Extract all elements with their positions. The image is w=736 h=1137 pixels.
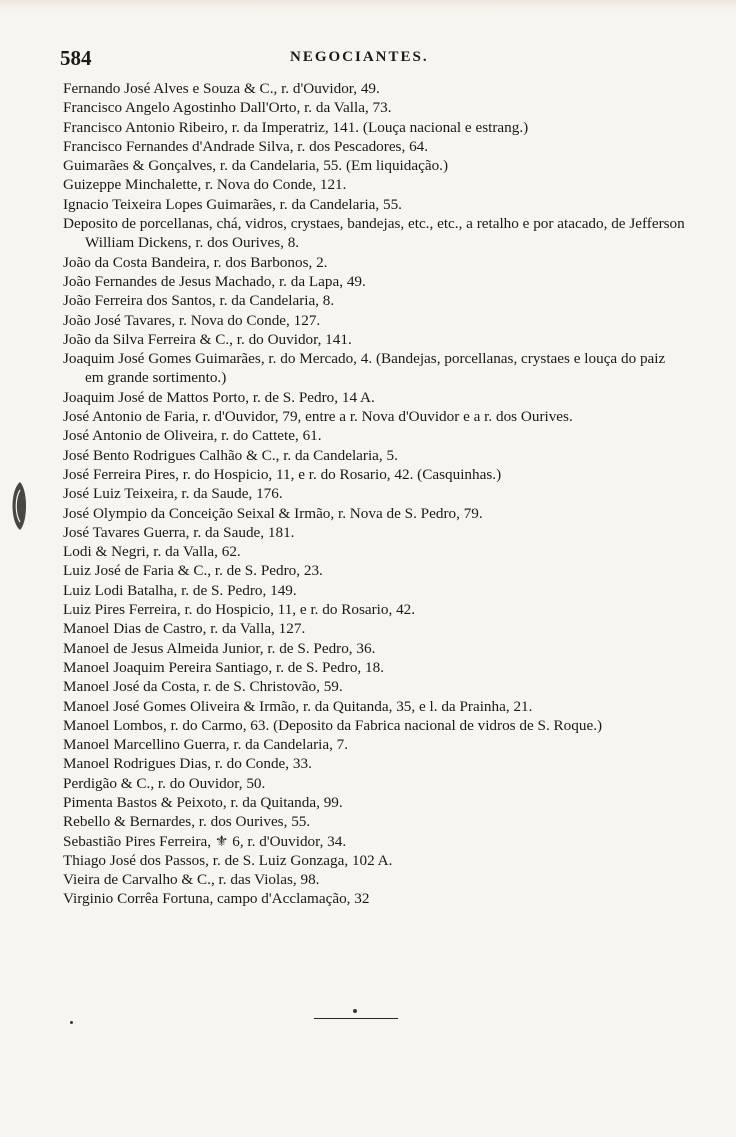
list-item: Guizeppe Minchalette, r. Nova do Conde, 121. [63, 176, 347, 194]
list-item: Manoel Dias de Castro, r. da Valla, 127. [63, 620, 306, 638]
page-number: 584 [60, 46, 92, 70]
list-item: José Antonio de Faria, r. d'Ouvidor, 79, entre a r. Nova d'Ouvidor e a r. dos Ourives. [63, 408, 573, 426]
list-item: José Bento Rodrigues Calhão & C., r. da Candelaria, 5. [63, 446, 398, 464]
list-item: Lodi & Negri, r. da Valla, 62. [63, 543, 241, 561]
list-item: José Luiz Teixeira, r. da Saude, 176. [63, 485, 283, 503]
page-header [60, 46, 690, 70]
list-item: Manoel Marcellino Guerra, r. da Candelaria, 7. [63, 736, 349, 754]
list-item: Francisco Angelo Agostinho Dall'Orto, r. da Valla, 73. [63, 99, 392, 117]
end-rule [314, 1018, 398, 1019]
list-item: Luiz José de Faria & C., r. de S. Pedro, 23. [63, 562, 323, 580]
list-item: Joaquim José de Mattos Porto, r. de S. Pedro, 14 A. [63, 388, 375, 406]
merchant-list [63, 79, 687, 909]
list-item: Manoel Rodrigues Dias, r. do Conde, 33. [63, 755, 312, 773]
list-item: Vieira de Carvalho & C., r. das Violas, 98. [63, 871, 320, 889]
divider-dot [353, 1009, 357, 1013]
list-item: Rebello & Bernardes, r. dos Ourives, 55. [63, 813, 311, 831]
list-item: Sebastião Pires Ferreira, ⚜ 6, r. d'Ouvidor, 34. [63, 832, 347, 850]
list-item: Manoel José Gomes Oliveira & Irmão, r. da Quitanda, 35, e l. da Prainha, 21. [63, 697, 533, 715]
list-item: Fernando José Alves e Souza & C., r. d'Ouvidor, 49. [63, 80, 380, 97]
list-item: João Ferreira dos Santos, r. da Candelaria, 8. [63, 292, 335, 310]
list-item: Perdigão & C., r. do Ouvidor, 50. [63, 774, 266, 792]
list-item: Ignacio Teixeira Lopes Guimarães, r. da Candelaria, 55. [63, 195, 402, 213]
list-item: Francisco Antonio Ribeiro, r. da Imperatriz, 141. (Louça nacional e estrang.) [63, 118, 529, 136]
list-item: José Ferreira Pires, r. do Hospicio, 11, e r. do Rosario, 42. (Casquinhas.) [63, 465, 502, 483]
list-item: Deposito de porcellanas, chá, vidros, crystaes, bandejas, etc., etc., a retalho e por atacado, de Jefferson William Dickens, r. dos Ourives, 8. [63, 215, 685, 252]
list-item: João Fernandes de Jesus Machado, r. da Lapa, 49. [63, 272, 366, 290]
ink-speck [70, 1021, 73, 1024]
list-item: Virginio Corrêa Fortuna, campo d'Acclamação, 32 [63, 890, 370, 908]
list-item: Luiz Lodi Batalha, r. de S. Pedro, 149. [63, 581, 297, 599]
list-item: Joaquim José Gomes Guimarães, r. do Mercado, 4. (Bandejas, porcellanas, crystaes e louça do paiz em grande sortimento.) [63, 350, 666, 387]
list-item: João da Costa Bandeira, r. dos Barbonos, 2. [63, 253, 328, 271]
list-item: Guimarães & Gonçalves, r. da Candelaria, 55. (Em liquidação.) [63, 157, 449, 175]
running-head: NEGOCIANTES. [290, 49, 429, 65]
binding-hole-mark [6, 480, 34, 532]
page-top-shadow [0, 0, 736, 10]
list-item: Pimenta Bastos & Peixoto, r. da Quitanda, 99. [63, 793, 343, 811]
list-item: João José Tavares, r. Nova do Conde, 127. [63, 311, 321, 329]
list-item: João da Silva Ferreira & C., r. do Ouvidor, 141. [63, 330, 352, 348]
list-item: Manoel Joaquim Pereira Santiago, r. de S. Pedro, 18. [63, 658, 384, 676]
list-item: José Tavares Guerra, r. da Saude, 181. [63, 523, 295, 541]
list-item: Manoel José da Costa, r. de S. Christovão, 59. [63, 678, 343, 696]
list-item: Manoel Lombos, r. do Carmo, 63. (Deposito da Fabrica nacional de vidros de S. Roque.) [63, 716, 603, 734]
list-item: José Olympio da Conceição Seixal & Irmão, r. Nova de S. Pedro, 79. [63, 504, 483, 522]
list-item: José Antonio de Oliveira, r. do Cattete, 61. [63, 427, 322, 445]
list-item: Luiz Pires Ferreira, r. do Hospicio, 11, e r. do Rosario, 42. [63, 601, 416, 619]
list-item: Thiago José dos Passos, r. de S. Luiz Gonzaga, 102 A. [63, 851, 393, 869]
list-item: Francisco Fernandes d'Andrade Silva, r. dos Pescadores, 64. [63, 137, 429, 155]
list-item: Manoel de Jesus Almeida Junior, r. de S. Pedro, 36. [63, 639, 376, 657]
